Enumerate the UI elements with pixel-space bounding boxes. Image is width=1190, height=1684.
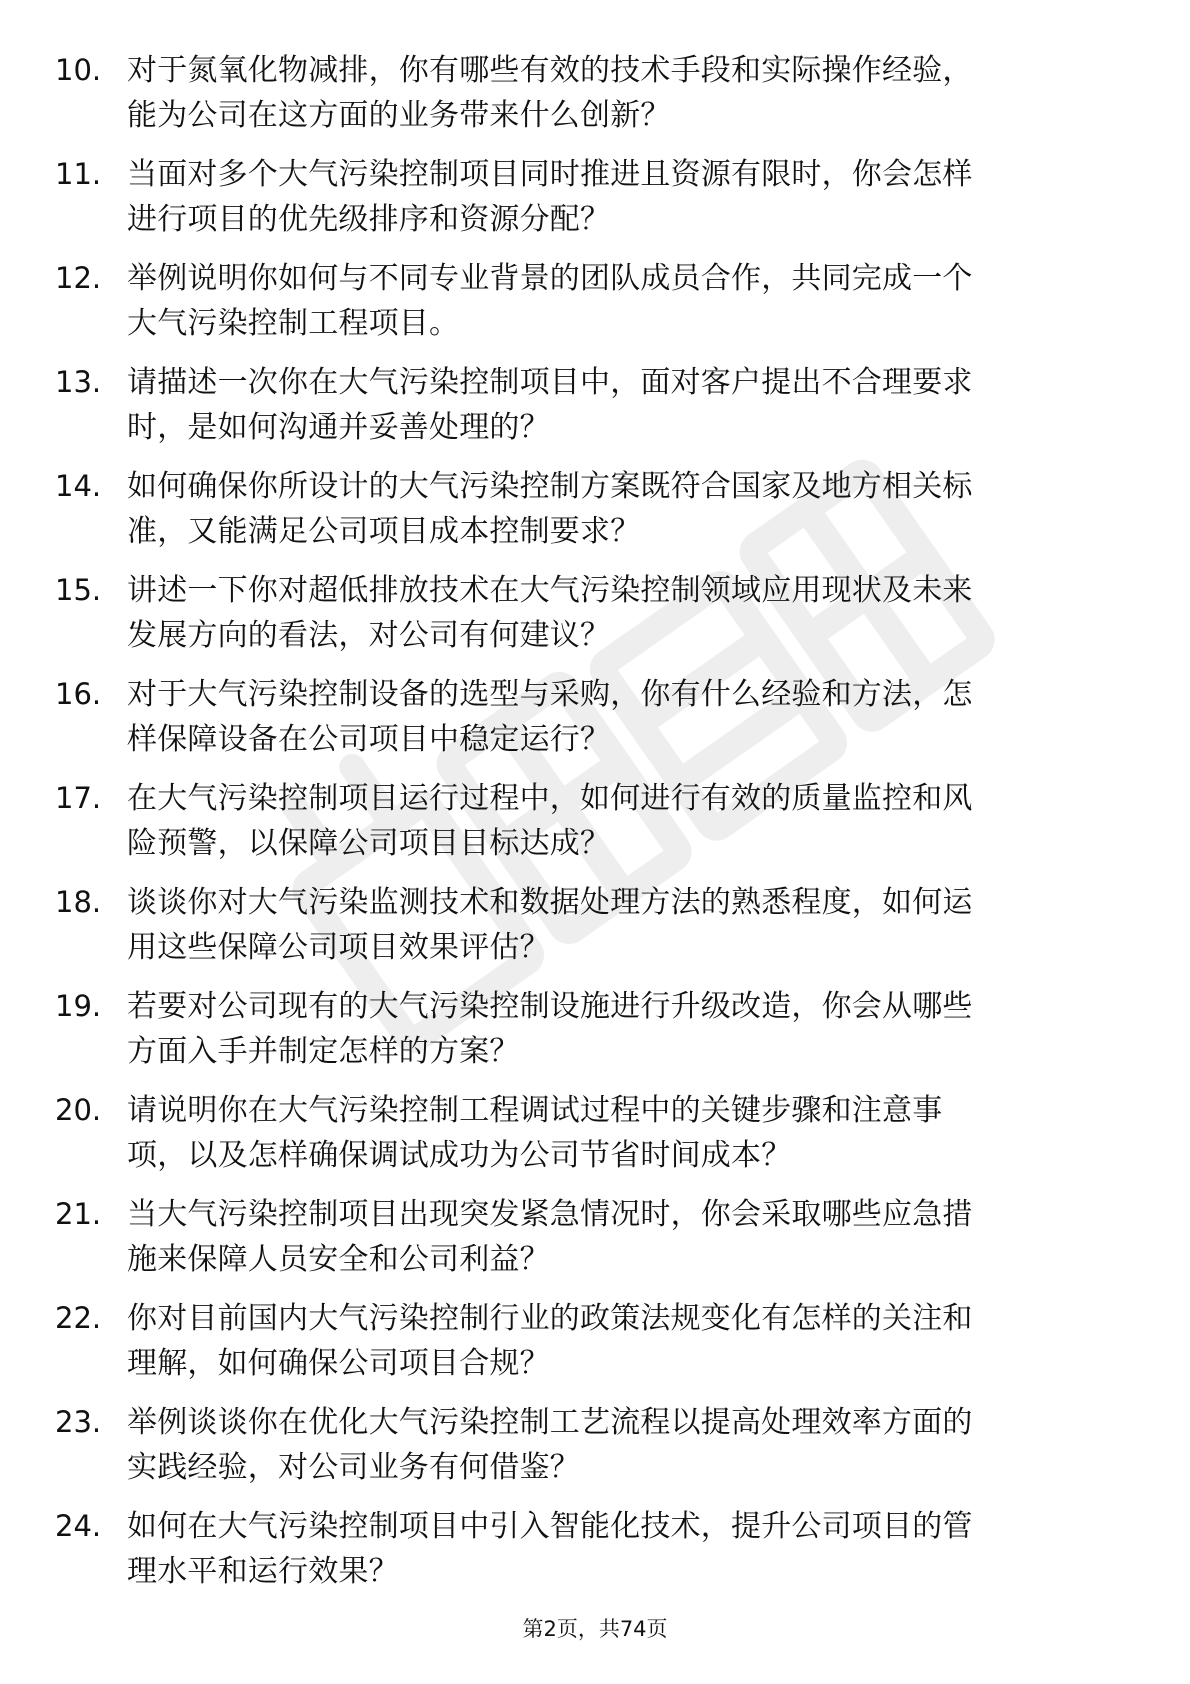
question-text: 谈谈你对大气污染监测技术和数据处理方法的熟悉程度，如何运 用这些保障公司项目效果评估？ — [127, 885, 973, 965]
question-item — [55, 1296, 1115, 1400]
question-text: 如何确保你所设计的大气污染控制方案既符合国家及地方相关标 准，又能满足公司项目成本控制要求？ — [127, 469, 973, 549]
question-item — [55, 880, 1115, 984]
question-number: 14. — [55, 469, 102, 503]
question-number: 18. — [55, 885, 102, 919]
question-number: 20. — [55, 1093, 102, 1127]
question-item — [55, 984, 1115, 1088]
question-text: 在大气污染控制项目运行过程中，如何进行有效的质量监控和风 险预警，以保障公司项目目标达成？ — [127, 781, 973, 861]
question-text: 举例说明你如何与不同专业背景的团队成员合作，共同完成一个 大气污染控制工程项目。 — [127, 261, 973, 341]
question-number: 21. — [55, 1197, 102, 1231]
question-number: 11. — [55, 157, 102, 191]
question-text: 如何在大气污染控制项目中引入智能化技术，提升公司项目的管 理水平和运行效果？ — [127, 1509, 973, 1589]
question-item — [55, 1088, 1115, 1192]
question-text: 对于氮氧化物减排，你有哪些有效的技术手段和实际操作经验， 能为公司在这方面的业务带来什么创新？ — [127, 53, 973, 133]
page-footer: 第2页，共74页 — [522, 1617, 668, 1641]
question-item — [55, 464, 1115, 568]
question-item — [55, 1504, 1115, 1608]
question-text: 对于大气污染控制设备的选型与采购，你有什么经验和方法，怎 样保障设备在公司项目中稳定运行？ — [127, 677, 973, 757]
question-number: 19. — [55, 989, 102, 1023]
question-number: 23. — [55, 1405, 102, 1439]
question-text: 当大气污染控制项目出现突发紧急情况时，你会采取哪些应急措 施来保障人员安全和公司利益？ — [127, 1197, 973, 1277]
question-number: 24. — [55, 1509, 102, 1543]
question-text: 请说明你在大气污染控制工程调试过程中的关键步骤和注意事 项，以及怎样确保调试成功为公司节省时间成本？ — [127, 1093, 943, 1173]
question-number: 16. — [55, 677, 102, 711]
question-text: 请描述一次你在大气污染控制项目中，面对客户提出不合理要求 时，是如何沟通并妥善处理的？ — [127, 365, 973, 445]
question-number: 22. — [55, 1301, 102, 1335]
question-item — [55, 360, 1115, 464]
question-number: 13. — [55, 365, 102, 399]
question-item — [55, 48, 1115, 152]
question-list — [55, 48, 1115, 1608]
question-number: 17. — [55, 781, 102, 815]
question-item — [55, 568, 1115, 672]
question-item — [55, 152, 1115, 256]
question-number: 12. — [55, 261, 102, 295]
question-item — [55, 776, 1115, 880]
question-item — [55, 1192, 1115, 1296]
question-text: 你对目前国内大气污染控制行业的政策法规变化有怎样的关注和 理解，如何确保公司项目合规？ — [127, 1301, 973, 1381]
question-item — [55, 1400, 1115, 1504]
question-text: 举例谈谈你在优化大气污染控制工艺流程以提高处理效率方面的 实践经验，对公司业务有何借鉴？ — [127, 1405, 973, 1485]
question-item — [55, 672, 1115, 776]
question-number: 10. — [55, 53, 102, 87]
question-text: 当面对多个大气污染控制项目同时推进且资源有限时，你会怎样 进行项目的优先级排序和资源分配？ — [127, 157, 973, 237]
question-text: 若要对公司现有的大气污染控制设施进行升级改造，你会从哪些 方面入手并制定怎样的方案？ — [127, 989, 973, 1069]
question-item — [55, 256, 1115, 360]
question-number: 15. — [55, 573, 102, 607]
question-text: 讲述一下你对超低排放技术在大气污染控制领域应用现状及未来 发展方向的看法，对公司有何建议？ — [127, 573, 973, 653]
